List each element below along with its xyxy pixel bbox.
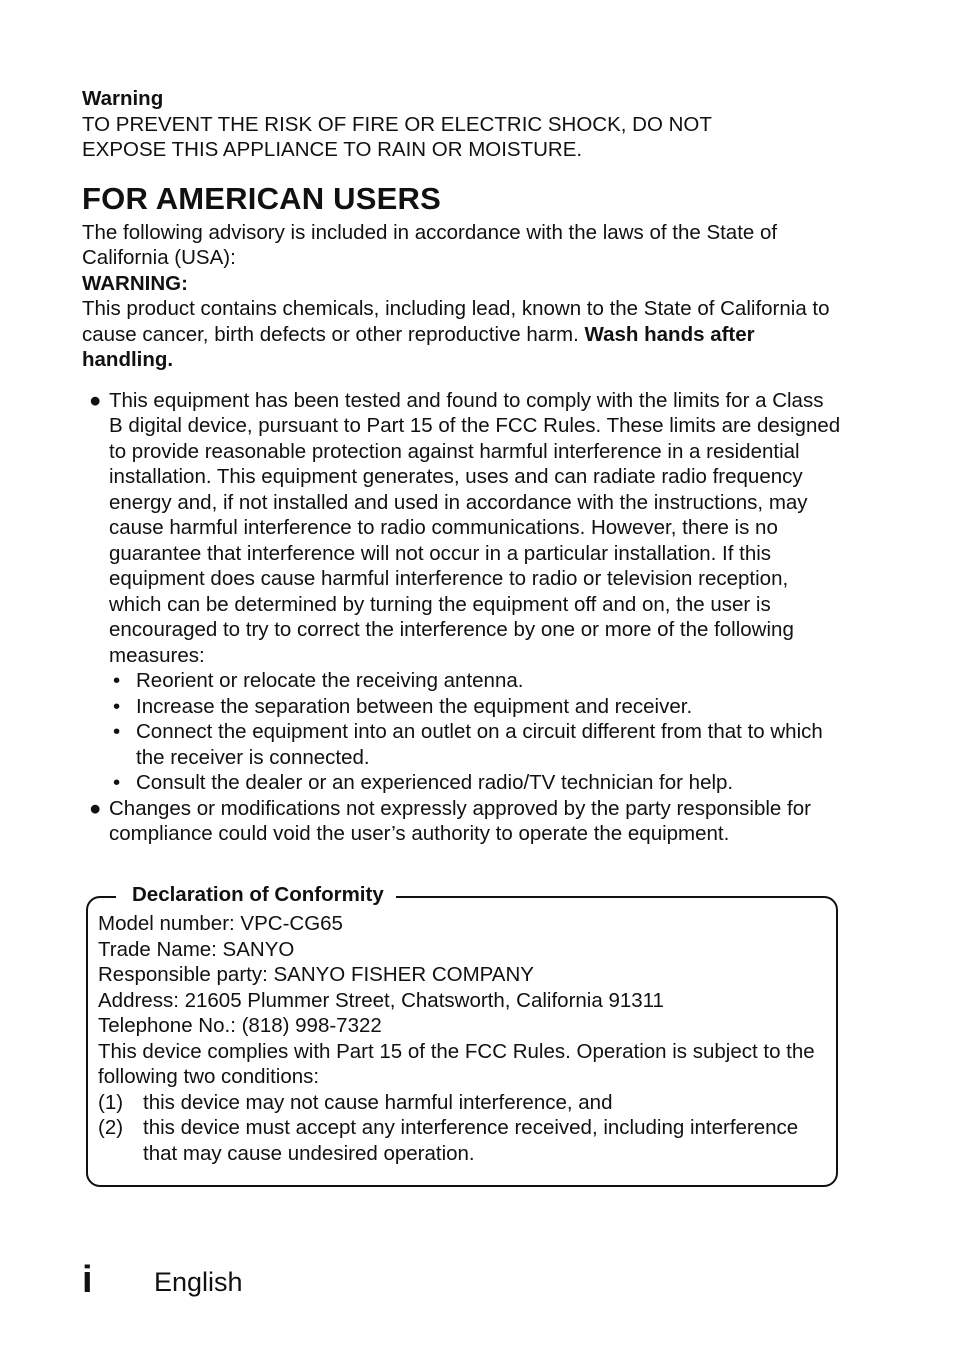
warning-line-2: EXPOSE THIS APPLIANCE TO RAIN OR MOISTURE. bbox=[82, 138, 583, 161]
prop65-text: This product contains chemicals, including lead, known to the State of California to cause cancer, birth defects or other reproductive harm. bbox=[82, 297, 830, 346]
condition-number: (2) bbox=[98, 1116, 124, 1139]
prop65-warning-label: WARNING: bbox=[82, 271, 188, 295]
measure-text: Consult the dealer or an experienced radio/TV technician for help. bbox=[136, 771, 734, 794]
prop65-paragraph bbox=[82, 296, 842, 373]
address: Address: 21605 Plummer Street, Chatsworth, California 91311 bbox=[98, 988, 664, 1012]
section-title-american-users: FOR AMERICAN USERS bbox=[82, 180, 441, 216]
fcc-bullet-2 bbox=[82, 796, 842, 847]
bullet-icon: ● bbox=[89, 388, 102, 412]
measure-text: Increase the separation between the equipment and receiver. bbox=[136, 694, 693, 718]
conformity-title: Declaration of Conformity bbox=[116, 882, 396, 908]
fcc-bullet-2-text: Changes or modifications not expressly approved by the party responsible for compliance could void the user’s authority to operate the equipment. bbox=[109, 796, 811, 845]
warning-heading: Warning bbox=[82, 87, 164, 110]
model-number: Model number: VPC-CG65 bbox=[98, 912, 343, 935]
measure-item bbox=[109, 668, 842, 694]
fcc-bullet-1-text: This equipment has been tested and found to comply with the limits for a Class B digital device, pursuant to Part 15 of the FCC Rules. These limits are designed to provide reasonable protection against harmful interference in a residential installation. This equipment generates, uses and can radiate radio frequency energy and, if not installed and used in accordance with the instructions, may cause harmful interference to radio communications. However, there is no guarantee that interference will not occur in a particular installation. If this equipment does cause harmful interference to radio or television reception, which can be determined by turning the equipment off and on, the user is encouraged to try to correct the interference by one or more of the following measures: bbox=[109, 388, 841, 667]
responsible-party: Responsible party: SANYO FISHER COMPANY bbox=[98, 963, 534, 986]
measure-text: Reorient or relocate the receiving antenna. bbox=[136, 669, 524, 692]
page-number: i bbox=[82, 1259, 93, 1301]
advisory-text: The following advisory is included in accordance with the laws of the State of California (USA): bbox=[82, 220, 778, 269]
sub-bullet-icon: • bbox=[113, 771, 121, 794]
bullet-icon: ● bbox=[89, 796, 102, 820]
prop65-bold-text: Wash hands after handling. bbox=[82, 322, 755, 371]
declaration-of-conformity-box bbox=[86, 883, 838, 1187]
language-label: English bbox=[154, 1267, 243, 1297]
fcc-measures-list bbox=[109, 668, 842, 796]
condition-number: (1) bbox=[98, 1090, 124, 1114]
measure-item bbox=[109, 770, 842, 796]
measure-item bbox=[109, 694, 842, 720]
fcc-bullet-1 bbox=[82, 388, 842, 796]
condition-text: this device must accept any interference received, including interference that may cause undesired operation. bbox=[143, 1116, 799, 1165]
condition-text: this device may not cause harmful interference, and bbox=[143, 1090, 613, 1114]
trade-name: Trade Name: SANYO bbox=[98, 937, 295, 961]
document-page bbox=[82, 86, 842, 847]
sub-bullet-icon: • bbox=[113, 669, 121, 692]
sub-bullet-icon: • bbox=[113, 694, 121, 718]
sub-bullet-icon: • bbox=[113, 720, 121, 743]
measure-text: Connect the equipment into an outlet on a circuit different from that to which the receiver is connected. bbox=[136, 720, 823, 769]
condition-item bbox=[98, 1090, 826, 1116]
condition-item bbox=[98, 1115, 826, 1166]
compliance-statement: This device complies with Part 15 of the FCC Rules. Operation is subject to the following two conditions: bbox=[98, 1039, 815, 1088]
measure-item bbox=[109, 719, 842, 770]
fcc-bullet-list bbox=[82, 388, 842, 847]
warning-line-1: TO PREVENT THE RISK OF FIRE OR ELECTRIC SHOCK, DO NOT bbox=[82, 112, 712, 136]
conformity-body bbox=[98, 911, 826, 1166]
telephone: Telephone No.: (818) 998-7322 bbox=[98, 1014, 382, 1037]
